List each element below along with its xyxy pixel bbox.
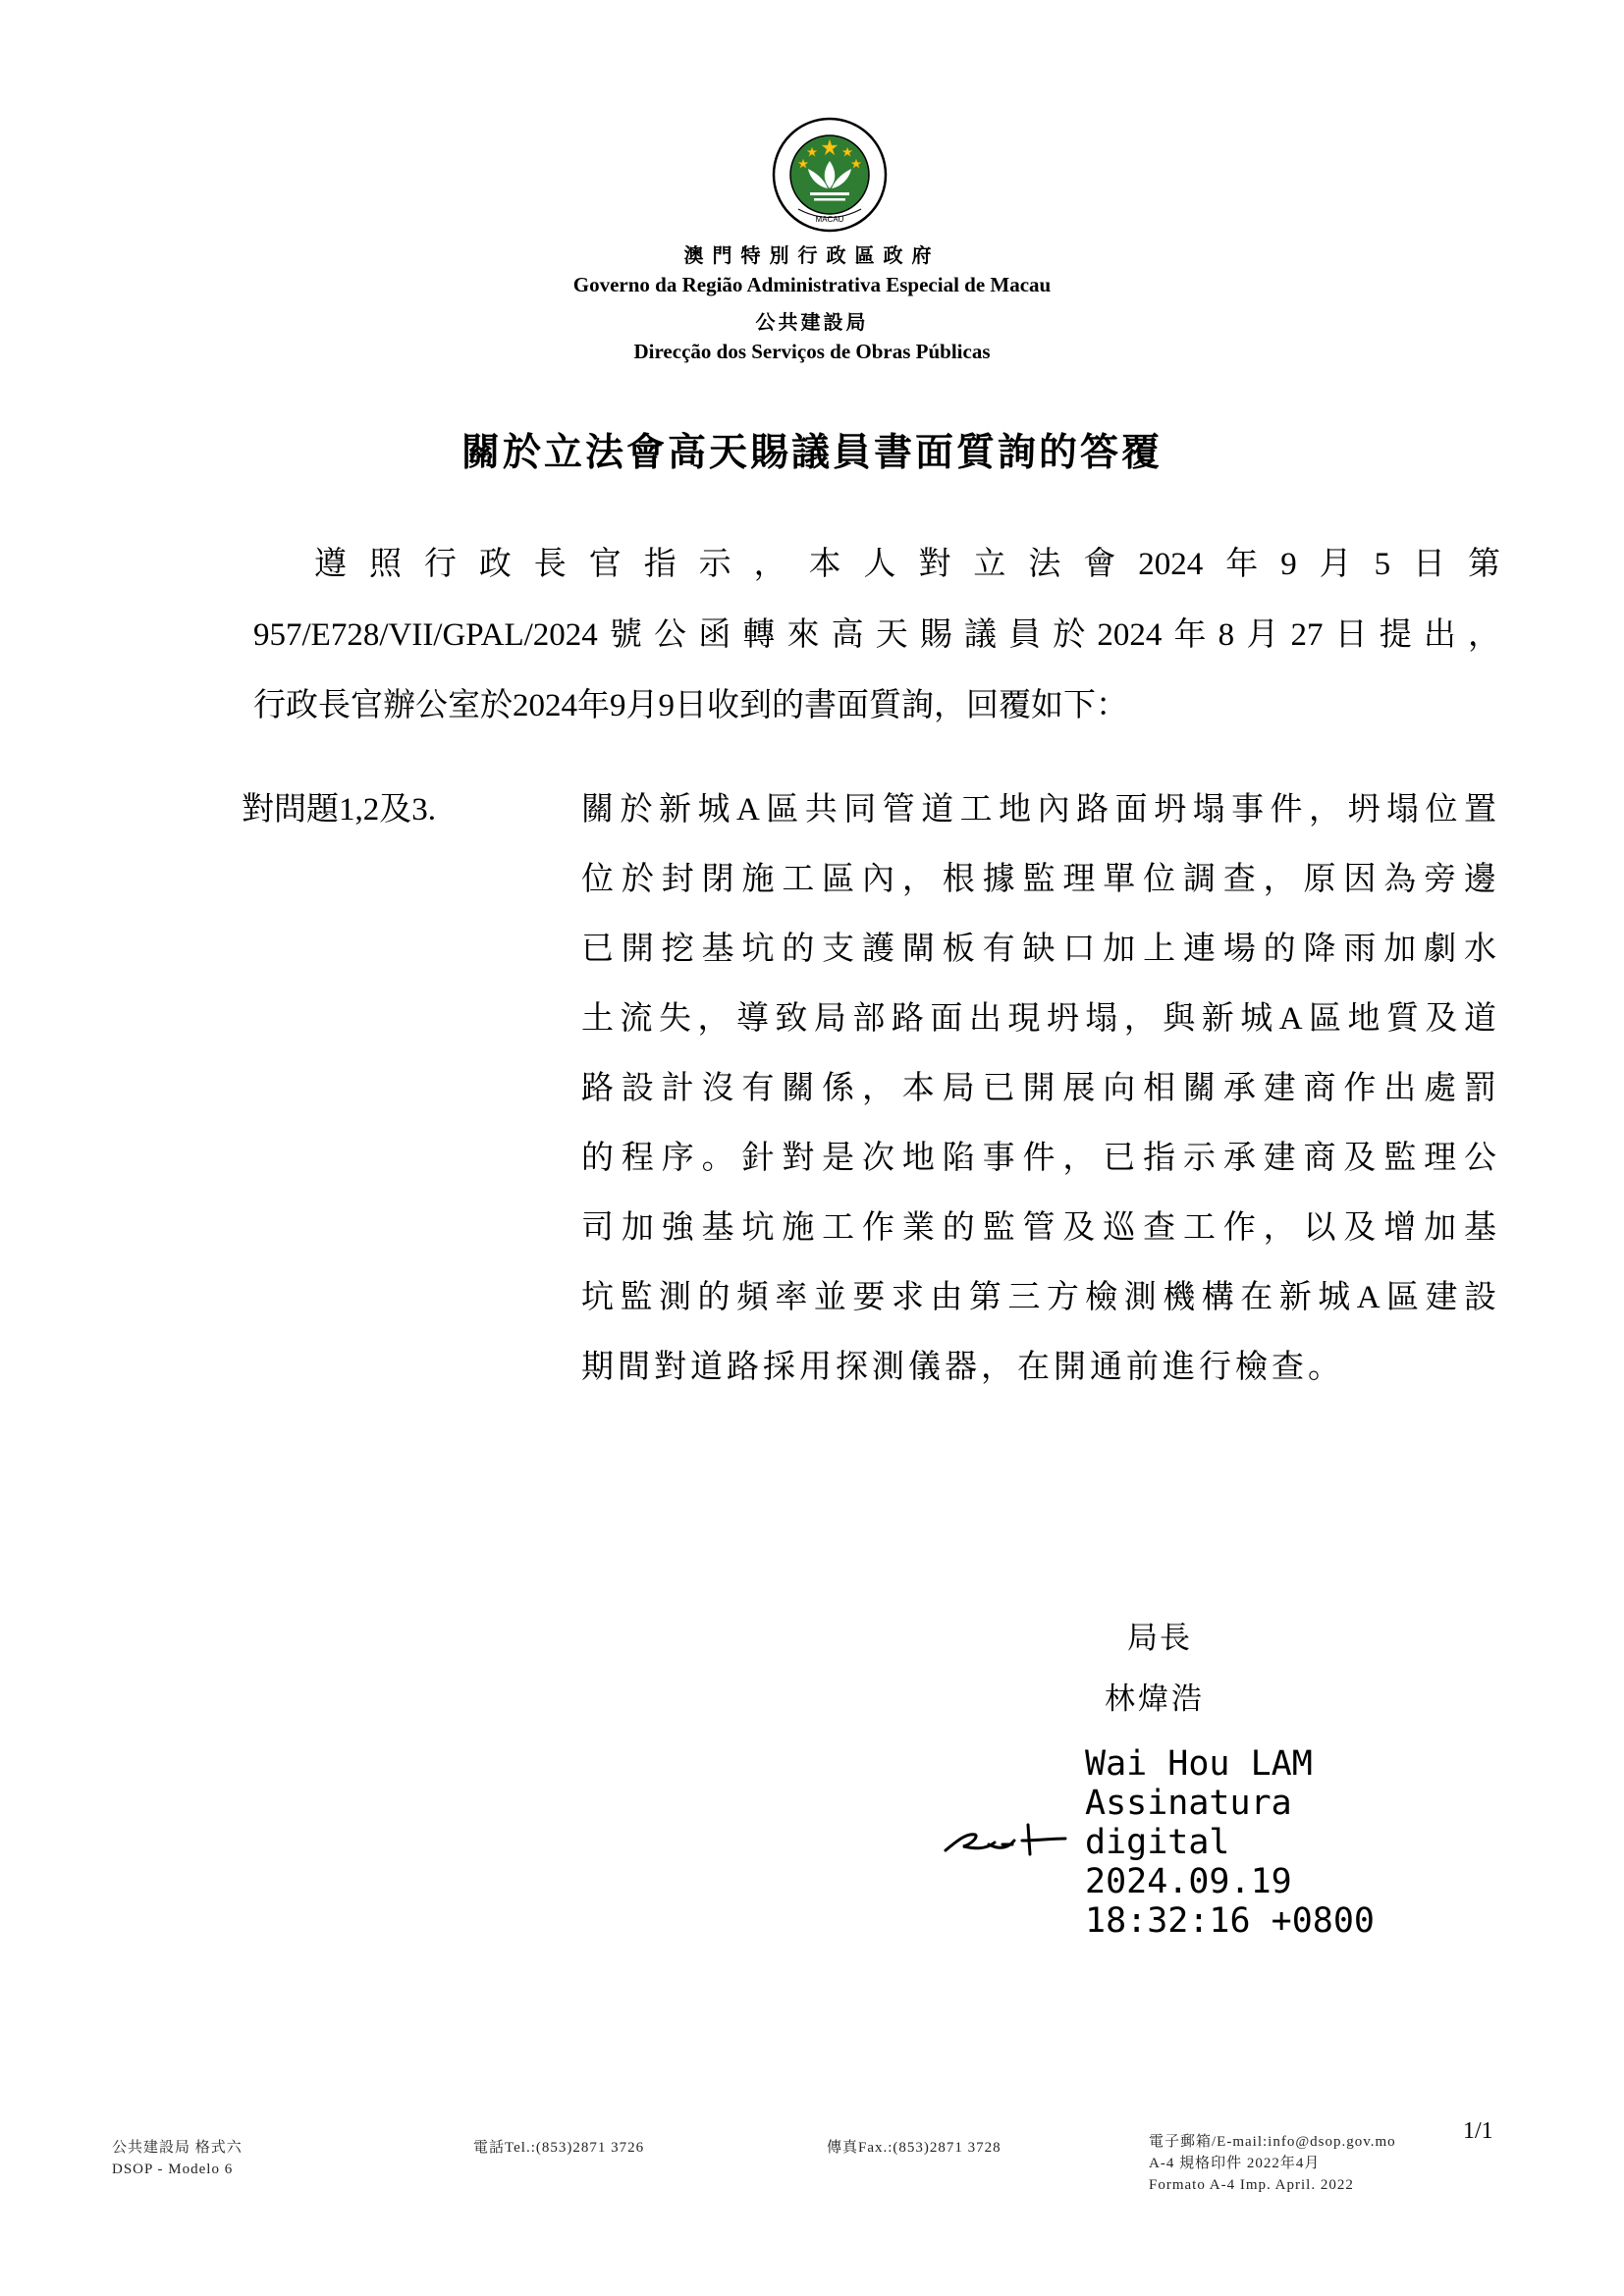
svg-text:MACAU: MACAU	[815, 215, 844, 224]
footer-email: 電子郵箱/E-mail:info@dsop.gov.mo	[1149, 2134, 1396, 2150]
digital-signature-line: Assinatura	[1085, 1784, 1292, 1823]
digital-signature-line: Wai Hou LAM	[1085, 1744, 1313, 1784]
macau-emblem-icon	[771, 116, 889, 234]
signatory-name: 林煒浩	[1105, 1682, 1205, 1716]
digital-signature-line: 18:32:16 +0800	[1085, 1901, 1376, 1941]
answer-line: 已開挖基坑的支護閘板有缺口加上連場的降雨加劇水	[581, 932, 1500, 967]
answer-line: 位於封閉施工區內，根據監理單位調查，原因為旁邊	[581, 862, 1500, 897]
digital-signature-line: digital	[1085, 1823, 1230, 1862]
page-number: 1/1	[1463, 2118, 1493, 2144]
footer-form-pt: DSOP - Modelo 6	[112, 2162, 234, 2177]
government-name-zh: 澳門特別行政區政府	[683, 245, 941, 267]
digital-signature-line: 2024.09.19	[1085, 1862, 1292, 1901]
footer-print-pt: Formato A-4 Imp. April. 2022	[1149, 2177, 1354, 2193]
answer-line: 的程序。針對是次地陷事件，已指示承建商及監理公	[581, 1141, 1500, 1176]
handwritten-signature	[938, 1811, 1070, 1870]
department-name-zh: 公共建設局	[755, 312, 869, 334]
intro-line: 957/E728/VII/GPAL/2024號公函轉來高天賜議員於2024年8月27日提出，	[253, 617, 1500, 653]
government-name-pt: Governo da Região Administrativa Especial de Macau	[572, 273, 1052, 296]
digital-signature-block	[1085, 1744, 1375, 1941]
intro-line: 行政長官辦公室於2024年9月9日收到的書面質詢，回覆如下：	[253, 688, 1128, 723]
footer-telephone: 電話Tel.:(853)2871 3726	[473, 2140, 645, 2156]
answer-line: 期間對道路採用探測儀器，在開通前進行檢查。	[581, 1350, 1344, 1385]
document-title: 關於立法會高天賜議員書面質詢的答覆	[460, 432, 1163, 474]
department-name-pt: Direcção dos Serviços de Obras Públicas	[633, 340, 991, 363]
footer-fax: 傳真Fax.:(853)2871 3728	[827, 2140, 1001, 2156]
answer-line: 路設計沒有關係，本局已開展向相關承建商作出處罰	[581, 1071, 1500, 1106]
question-label: 對問題1,2及3.	[242, 792, 436, 828]
answer-line: 土流失，導致局部路面出現坍塌，與新城A區地質及道	[581, 1001, 1500, 1037]
answer-line: 坑監測的頻率並要求由第三方檢測機構在新城A區建設	[581, 1280, 1500, 1315]
answer-line: 司加強基坑施工作業的監管及巡查工作，以及增加基	[581, 1210, 1500, 1246]
footer-print-zh: A-4 規格印件 2022年4月	[1149, 2156, 1321, 2171]
answer-line: 關於新城A區共同管道工地內路面坍塌事件，坍塌位置	[581, 792, 1500, 828]
footer-form-zh: 公共建設局 格式六	[112, 2140, 243, 2156]
intro-line: 遵照行政長官指示，本人對立法會2024年9月5日第	[314, 547, 1500, 582]
footer-form-info	[112, 2137, 243, 2180]
signatory-title: 局長	[1127, 1621, 1192, 1655]
footer-contact	[1149, 2131, 1396, 2196]
